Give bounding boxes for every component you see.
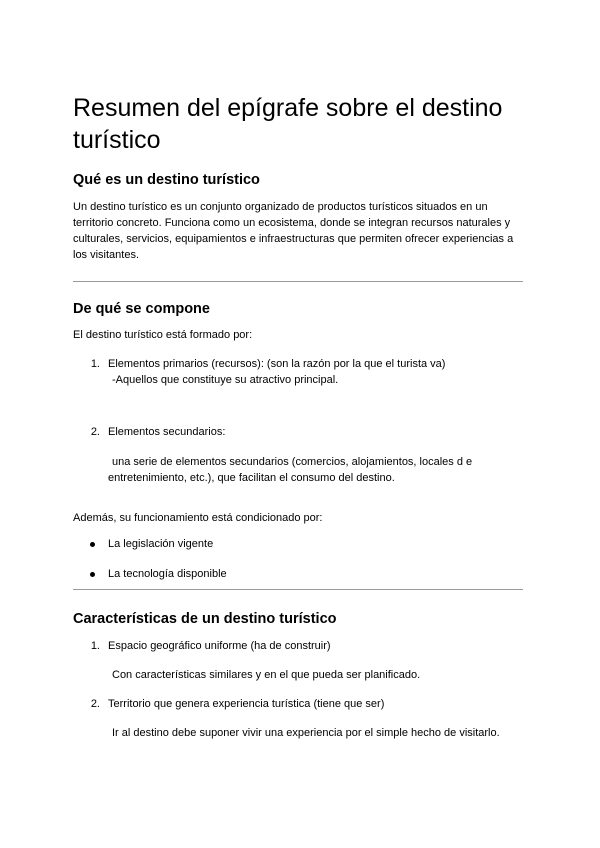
list-item-geographic-space: Espacio geográfico uniforme (ha de construir) <box>108 640 331 652</box>
section-paragraph-definition: Un destino turístico es un conjunto organizado de productos turísticos situados en un territorio concreto. Funciona como un ecosistema, donde se integran recursos naturales y culturales, servicios, equipamientos e infraestructuras que permiten ofrecer experiencias a los visitantes. <box>73 201 514 261</box>
list-item-secondary: Elementos secundarios: <box>108 426 226 438</box>
list-item-territory-experience-detail: Ir al destino debe suponer vivir una experiencia por el simple hecho de visitarlo. <box>112 727 500 739</box>
list-number: 1. <box>90 640 100 652</box>
list-item-primary: Elementos primarios (recursos): (son la razón por la que el turista va) <box>108 358 446 370</box>
bullet-marker <box>90 542 95 547</box>
section-heading-composition: De qué se compone <box>73 301 210 317</box>
bullet-item-technology: La tecnología disponible <box>108 568 227 580</box>
horizontal-divider <box>73 281 523 282</box>
section-heading-characteristics: Características de un destino turístico <box>73 611 337 627</box>
list-item-geographic-space-detail: Con características similares y en el que pueda ser planificado. <box>112 669 421 681</box>
list-number: 1. <box>90 358 100 370</box>
list-item-territory-experience: Territorio que genera experiencia turística (tiene que ser) <box>108 698 385 710</box>
list-number: 2. <box>90 426 100 438</box>
bullet-marker <box>90 572 95 577</box>
list-item-primary-detail: -Aquellos que constituye su atractivo principal. <box>112 374 339 386</box>
list-item-secondary-detail: una serie de elementos secundarios (comercios, alojamientos, locales d e entretenimiento, etc.), que facilitan el consumo del destino. <box>108 456 473 484</box>
conditions-intro: Además, su funcionamiento está condicionado por: <box>73 512 323 524</box>
bullet-item-legislation: La legislación vigente <box>108 538 214 550</box>
document-title: Resumen del epígrafe sobre el destino turístico <box>73 94 503 154</box>
horizontal-divider <box>73 589 523 590</box>
list-number: 2. <box>90 698 100 710</box>
section-heading-what-is: Qué es un destino turístico <box>73 172 260 188</box>
composition-intro: El destino turístico está formado por: <box>73 329 253 341</box>
